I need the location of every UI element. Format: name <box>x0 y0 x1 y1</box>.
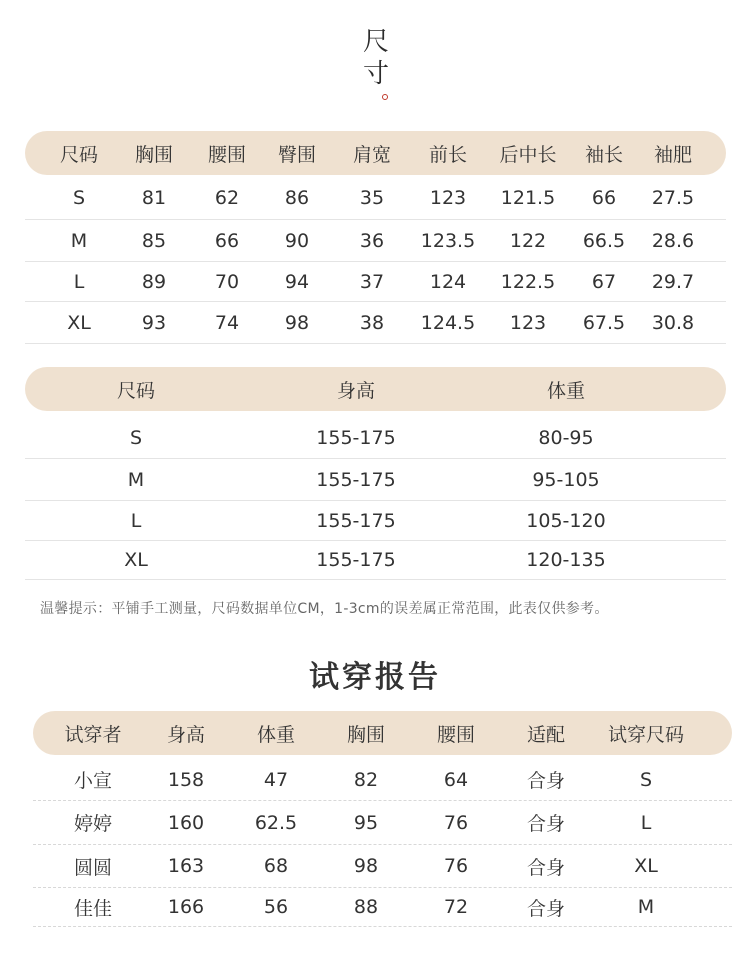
table-cell: 121.5 <box>500 187 556 209</box>
column-header: 身高 <box>336 379 375 402</box>
table-cell: M <box>70 230 88 252</box>
column-header: 袖肥 <box>653 143 692 166</box>
table-cell: 合身 <box>526 897 565 920</box>
table-cell: 95 <box>353 811 379 834</box>
table-row <box>25 459 726 501</box>
table-cell: 122.5 <box>500 271 556 293</box>
fit-table-header <box>25 367 726 411</box>
table-cell: 82 <box>353 768 379 791</box>
table-cell: 66 <box>591 187 617 209</box>
table-cell: 76 <box>443 855 469 877</box>
size-title-char-1: 尺 <box>362 27 389 57</box>
table-cell: L <box>73 271 85 293</box>
table-cell: 122 <box>509 230 547 252</box>
table-cell: 68 <box>263 855 289 877</box>
column-header: 适配 <box>526 723 565 746</box>
table-cell: 81 <box>141 187 167 209</box>
table-cell: 123.5 <box>420 230 476 252</box>
table-row <box>33 845 732 888</box>
table-cell: 85 <box>141 230 167 252</box>
table-cell: 76 <box>443 811 469 834</box>
table-cell: 124.5 <box>420 312 476 334</box>
column-header: 后中长 <box>499 143 557 166</box>
size-title-char-2: 寸 <box>362 59 389 89</box>
table-cell: 67 <box>591 271 617 293</box>
table-cell: 105-120 <box>526 509 606 532</box>
column-header: 臀围 <box>277 143 316 166</box>
table-cell: 合身 <box>526 770 565 792</box>
table-cell: S <box>72 187 86 209</box>
table-cell: 158 <box>167 768 205 791</box>
table-cell: 29.7 <box>651 271 695 293</box>
column-header: 体重 <box>546 379 585 402</box>
table-cell: 佳佳 <box>73 897 112 920</box>
table-cell: 30.8 <box>651 312 695 334</box>
table-cell: 小宣 <box>73 770 112 792</box>
table-cell: 64 <box>443 768 469 791</box>
table-cell: 圆圆 <box>73 856 112 879</box>
trial-report-title: 试穿报告 <box>309 660 441 695</box>
table-cell: 160 <box>167 811 205 834</box>
table-row <box>25 221 726 262</box>
table-cell: 155-175 <box>316 426 396 449</box>
column-header: 胸围 <box>346 723 385 746</box>
column-header: 试穿尺码 <box>607 723 684 746</box>
table-row <box>25 541 726 580</box>
column-header: 试穿者 <box>64 723 122 746</box>
table-cell: 94 <box>284 271 310 293</box>
table-cell: 95-105 <box>532 468 600 491</box>
table-cell: 66.5 <box>582 230 626 252</box>
table-cell: 80-95 <box>538 426 594 449</box>
column-header: 体重 <box>256 723 295 746</box>
size-table-header <box>25 131 726 175</box>
table-cell: 124 <box>429 271 467 293</box>
table-row <box>33 759 732 801</box>
table-cell: 98 <box>353 855 379 877</box>
table-cell: S <box>129 426 143 449</box>
table-cell: 155-175 <box>316 549 396 571</box>
column-header: 胸围 <box>134 143 173 166</box>
table-cell: M <box>127 468 145 491</box>
table-cell: 36 <box>359 230 385 252</box>
table-cell: 90 <box>284 230 310 252</box>
column-header: 尺码 <box>116 379 155 402</box>
column-header: 腰围 <box>207 143 246 166</box>
trial-table-header <box>33 711 732 755</box>
table-cell: 62.5 <box>254 811 298 834</box>
table-cell: 93 <box>141 312 167 334</box>
table-row <box>25 303 726 344</box>
table-row <box>25 177 726 220</box>
table-cell: 123 <box>429 187 467 209</box>
table-row <box>25 263 726 302</box>
table-cell: 38 <box>359 312 385 334</box>
table-cell: 合身 <box>526 813 565 835</box>
table-cell: L <box>130 509 142 532</box>
table-cell: 166 <box>167 896 205 918</box>
measurement-note: 温馨提示：平铺手工测量，尺码数据单位CM，1-3cm的误差属正常范围，此表仅供参考。 <box>40 601 609 617</box>
decorative-dot-icon <box>382 94 388 100</box>
table-cell: XL <box>67 312 91 334</box>
column-header: 身高 <box>166 723 205 746</box>
table-cell: 合身 <box>526 856 565 879</box>
column-header: 前长 <box>428 143 467 166</box>
table-cell: 28.6 <box>651 230 695 252</box>
table-cell: 98 <box>284 312 310 334</box>
table-cell: 74 <box>214 312 240 334</box>
table-cell: 155-175 <box>316 468 396 491</box>
table-cell: 66 <box>214 230 240 252</box>
table-cell: 67.5 <box>582 312 626 334</box>
table-cell: 163 <box>167 855 205 877</box>
table-cell: 35 <box>359 187 385 209</box>
column-header: 腰围 <box>436 723 475 746</box>
table-cell: 37 <box>359 271 385 293</box>
table-cell: S <box>639 768 653 791</box>
table-cell: 72 <box>443 896 469 918</box>
table-cell: 27.5 <box>651 187 695 209</box>
table-row <box>33 888 732 927</box>
table-cell: XL <box>124 549 148 571</box>
table-cell: 70 <box>214 271 240 293</box>
table-cell: 120-135 <box>526 549 606 571</box>
table-cell: L <box>640 811 652 834</box>
table-cell: 123 <box>509 312 547 334</box>
table-cell: 56 <box>263 896 289 918</box>
column-header: 肩宽 <box>352 143 391 166</box>
table-cell: 47 <box>263 768 289 791</box>
table-cell: 婷婷 <box>73 813 112 835</box>
table-cell: 62 <box>214 187 240 209</box>
table-cell: 88 <box>353 896 379 918</box>
column-header: 袖长 <box>584 143 623 166</box>
table-row <box>33 801 732 845</box>
size-title <box>361 26 391 90</box>
table-row <box>25 417 726 459</box>
table-cell: 155-175 <box>316 509 396 532</box>
table-row <box>25 501 726 541</box>
column-header: 尺码 <box>59 143 98 166</box>
table-cell: 89 <box>141 271 167 293</box>
table-cell: 86 <box>284 187 310 209</box>
table-cell: M <box>637 896 655 918</box>
table-cell: XL <box>634 855 658 877</box>
